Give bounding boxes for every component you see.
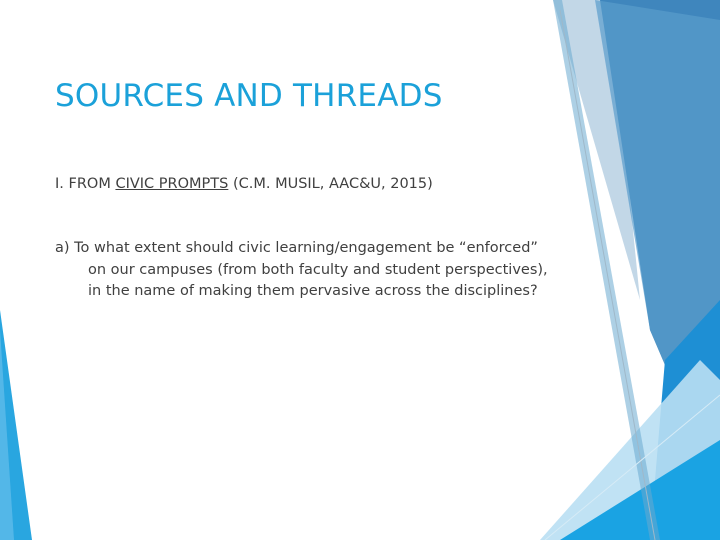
slide-title: SOURCES AND THREADS <box>55 78 443 114</box>
source-prefix: I. FROM <box>55 176 116 192</box>
source-citation <box>55 176 433 192</box>
source-suffix: (C.M. MUSIL, AAC&U, 2015) <box>228 176 433 192</box>
question-paragraph: a) To what extent should civic learning/engagement be “enforced” on our campuses (from both faculty and student perspectives), in the name of making them pervasive across the disciplines? <box>55 240 548 299</box>
source-work-title: CIVIC PROMPTS <box>115 176 229 192</box>
